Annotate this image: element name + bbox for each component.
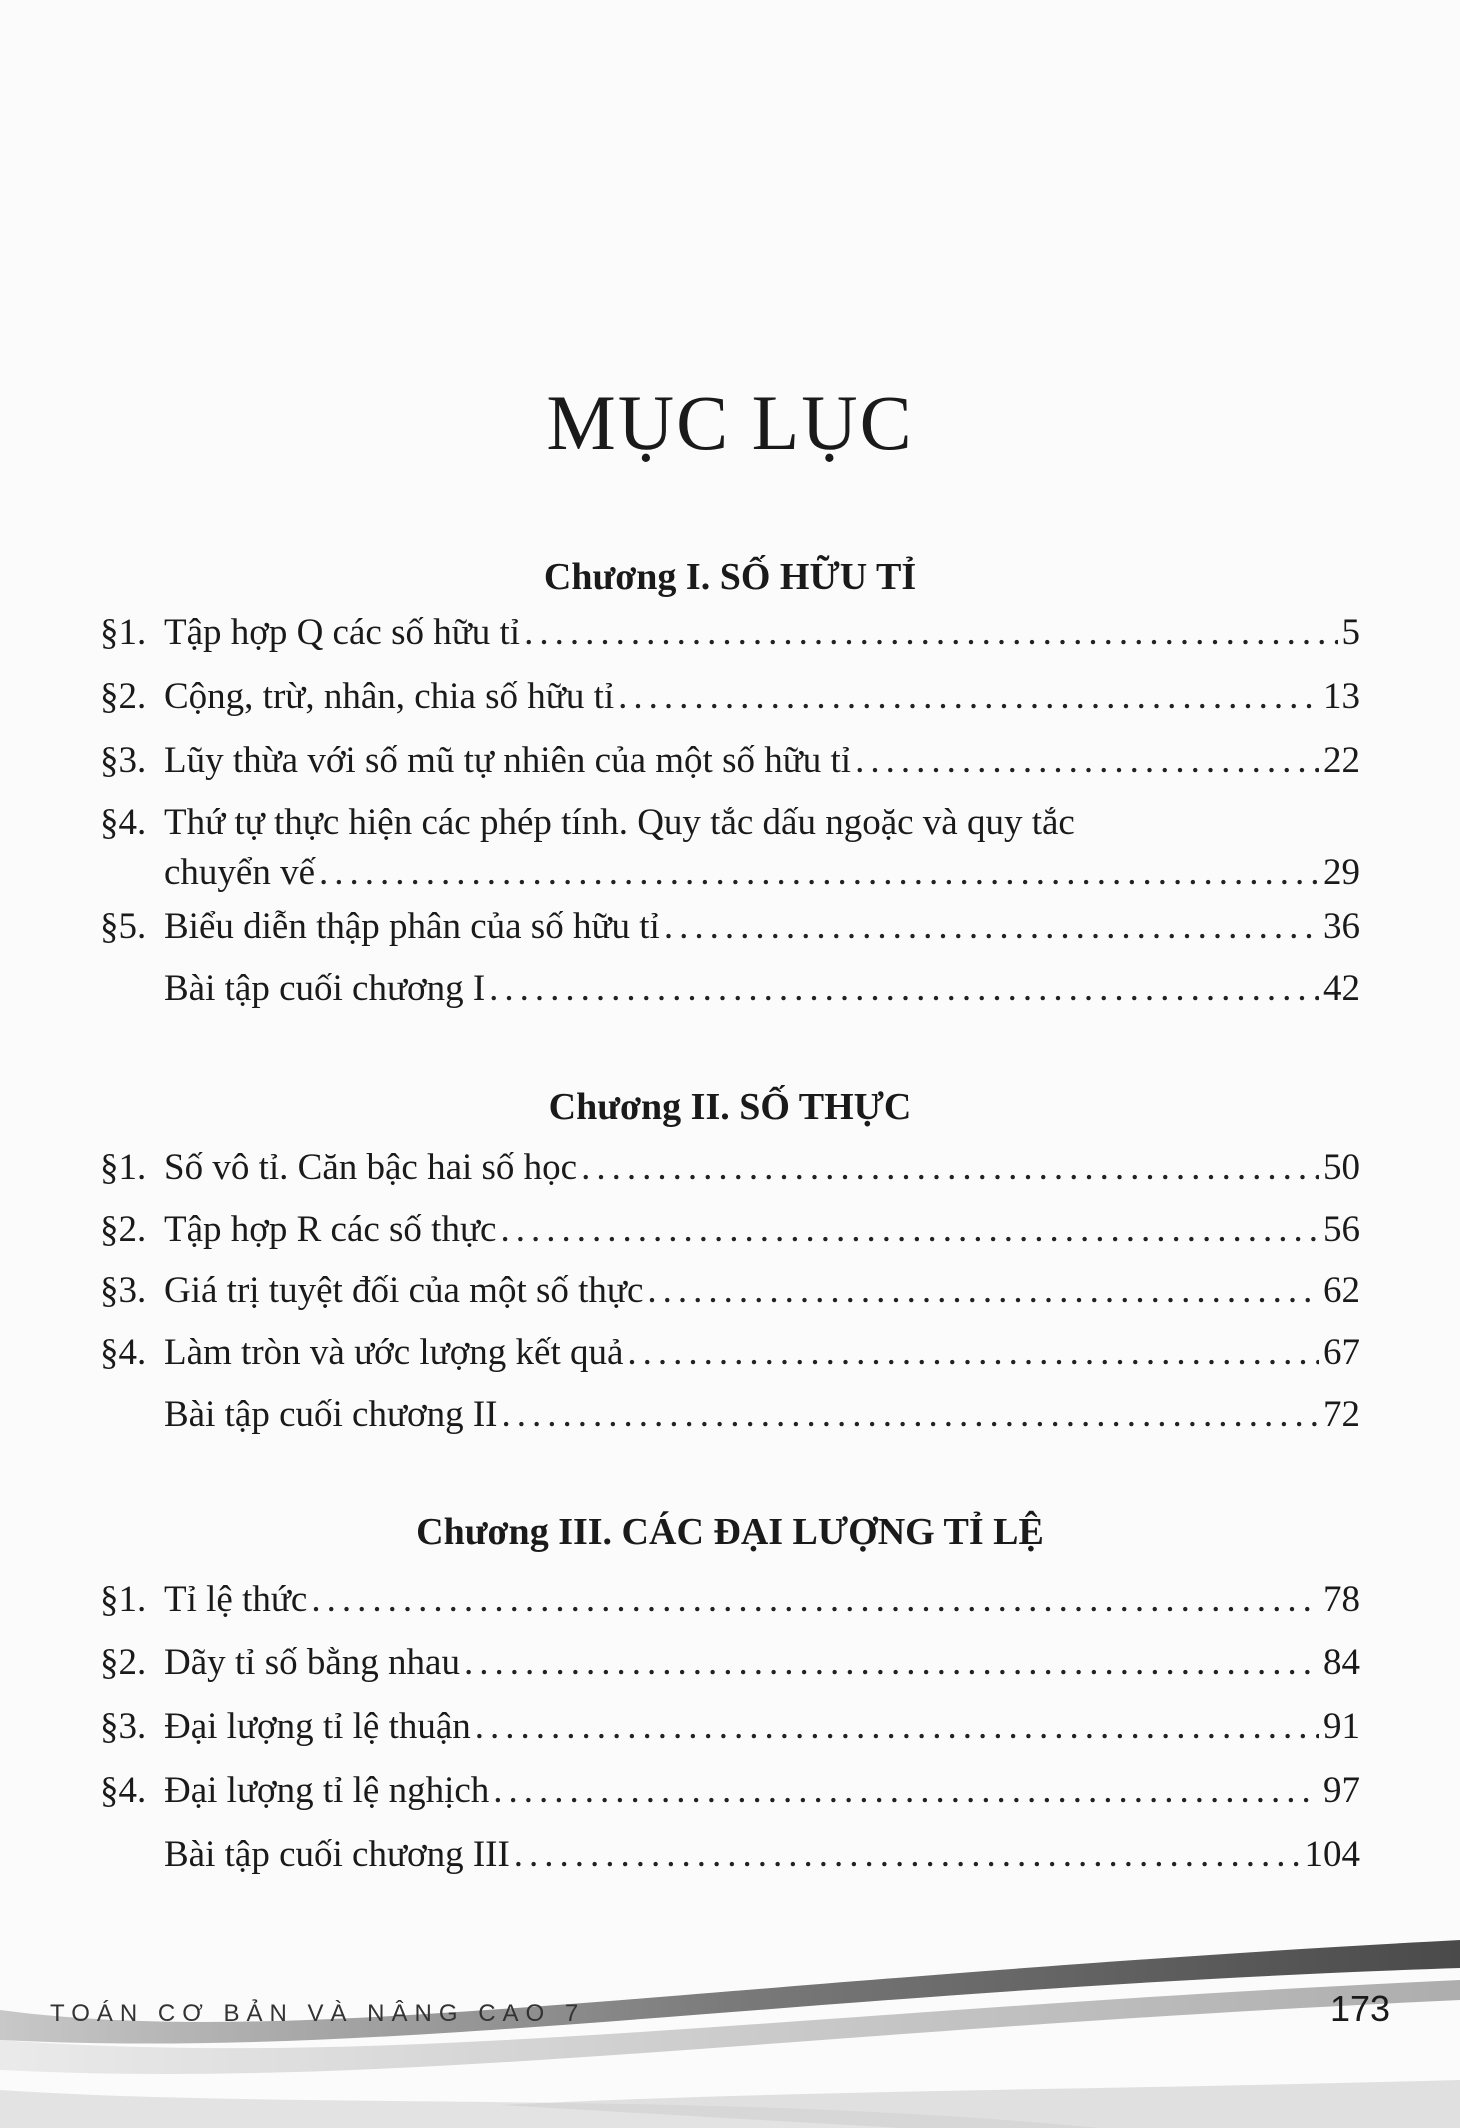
- page-ref: 22: [1323, 740, 1360, 781]
- toc-entry[interactable]: [100, 1638, 1360, 1688]
- section-title: Bài tập cuối chương III: [164, 1834, 510, 1875]
- dot-leader: [514, 1830, 1301, 1880]
- toc-entry[interactable]: [100, 964, 1360, 1014]
- dot-leader: [647, 1266, 1319, 1316]
- dot-leader: [464, 1638, 1319, 1688]
- section-title-continued: chuyển vế: [164, 852, 316, 893]
- section-number: §1.: [100, 1147, 147, 1188]
- dot-leader: [664, 902, 1319, 952]
- toc-entry[interactable]: [100, 1143, 1360, 1193]
- dot-leader: [581, 1143, 1319, 1193]
- page-ref: 56: [1323, 1209, 1360, 1250]
- toc-entry[interactable]: [100, 1390, 1360, 1440]
- toc-entry[interactable]: [100, 1575, 1360, 1625]
- page-ref: 97: [1323, 1770, 1360, 1811]
- page-title: MỤC LỤC: [546, 379, 914, 466]
- page-ref: 50: [1323, 1147, 1360, 1188]
- section-title: Tập hợp Q các số hữu tỉ: [164, 612, 521, 653]
- dot-leader: [627, 1328, 1319, 1378]
- dot-leader: [475, 1702, 1319, 1752]
- section-title: Tỉ lệ thức: [164, 1579, 308, 1620]
- toc-entry[interactable]: [100, 1702, 1360, 1752]
- section-title: Giá trị tuyệt đối của một số thực: [164, 1270, 644, 1311]
- footer-swoosh: [0, 1940, 1460, 2128]
- toc-entry[interactable]: [100, 798, 1360, 898]
- dot-leader: [501, 1390, 1319, 1440]
- section-title: Đại lượng tỉ lệ thuận: [164, 1706, 471, 1747]
- toc-entry[interactable]: [100, 1766, 1360, 1816]
- section-title: Thứ tự thực hiện các phép tính. Quy tắc dấu ngoặc và quy tắc: [164, 802, 1075, 843]
- section-number: §4.: [100, 1770, 147, 1811]
- section-title: Số vô tỉ. Căn bậc hai số học: [164, 1147, 578, 1188]
- page-ref: 84: [1323, 1642, 1360, 1683]
- page-ref: 104: [1304, 1834, 1360, 1875]
- dot-leader: [500, 1205, 1319, 1255]
- section-title: Bài tập cuối chương I: [164, 968, 486, 1009]
- section-number: §5.: [100, 906, 147, 947]
- dot-leader: [618, 672, 1319, 722]
- dot-leader: [855, 736, 1319, 786]
- section-title: Biểu diễn thập phân của số hữu tỉ: [164, 906, 660, 947]
- page-ref: 78: [1323, 1579, 1360, 1620]
- page-ref: 67: [1323, 1332, 1360, 1373]
- dot-leader: [524, 608, 1337, 658]
- toc-entry[interactable]: [100, 608, 1360, 658]
- section-number: §1.: [100, 1579, 147, 1620]
- section-title: Đại lượng tỉ lệ nghịch: [164, 1770, 490, 1811]
- section-number: §2.: [100, 676, 147, 717]
- toc-entry[interactable]: [100, 902, 1360, 952]
- page-ref: 42: [1323, 968, 1360, 1009]
- page-ref: 91: [1323, 1706, 1360, 1747]
- section-title: Làm tròn và ước lượng kết quả: [164, 1332, 624, 1373]
- toc-entry[interactable]: [100, 1830, 1360, 1880]
- swoosh-graphic: [0, 1940, 1460, 2128]
- section-title: Tập hợp R các số thực: [164, 1209, 497, 1250]
- page-ref: 13: [1323, 676, 1360, 717]
- book-title: TOÁN CƠ BẢN VÀ NÂNG CAO 7: [50, 2000, 586, 2027]
- section-number: §2.: [100, 1642, 147, 1683]
- page-ref: 36: [1323, 906, 1360, 947]
- section-title: Lũy thừa với số mũ tự nhiên của một số hữu tỉ: [164, 740, 852, 781]
- toc-entry[interactable]: [100, 672, 1360, 722]
- section-number: §4.: [100, 1332, 147, 1373]
- chapter-heading-3: Chương III. CÁC ĐẠI LƯỢNG TỈ LỆ: [416, 1511, 1044, 1553]
- toc-entry[interactable]: [100, 1328, 1360, 1378]
- page-number: 173: [1330, 1988, 1391, 2029]
- section-number: §2.: [100, 1209, 147, 1250]
- section-number: §3.: [100, 1706, 147, 1747]
- page-ref: 62: [1323, 1270, 1360, 1311]
- page-ref: 5: [1341, 612, 1360, 653]
- toc-entry[interactable]: [100, 1266, 1360, 1316]
- dot-leader: [493, 1766, 1319, 1816]
- section-title: Bài tập cuối chương II: [164, 1394, 498, 1435]
- page-ref: 29: [1323, 852, 1360, 893]
- page-ref: 72: [1323, 1394, 1360, 1435]
- dot-leader: [489, 964, 1319, 1014]
- toc-entry[interactable]: [100, 1205, 1360, 1255]
- chapter-heading-1: Chương I. SỐ HỮU TỈ: [543, 556, 917, 598]
- section-number: §1.: [100, 612, 147, 653]
- toc-entry[interactable]: [100, 736, 1360, 786]
- section-title: Cộng, trừ, nhân, chia số hữu tỉ: [164, 676, 615, 717]
- dot-leader: [311, 1575, 1319, 1625]
- section-title: Dãy tỉ số bằng nhau: [164, 1642, 460, 1683]
- section-number: §3.: [100, 1270, 147, 1311]
- section-number: §4.: [100, 802, 147, 843]
- chapter-heading-2: Chương II. SỐ THỰC: [548, 1086, 912, 1128]
- section-number: §3.: [100, 740, 147, 781]
- dot-leader: [319, 848, 1319, 898]
